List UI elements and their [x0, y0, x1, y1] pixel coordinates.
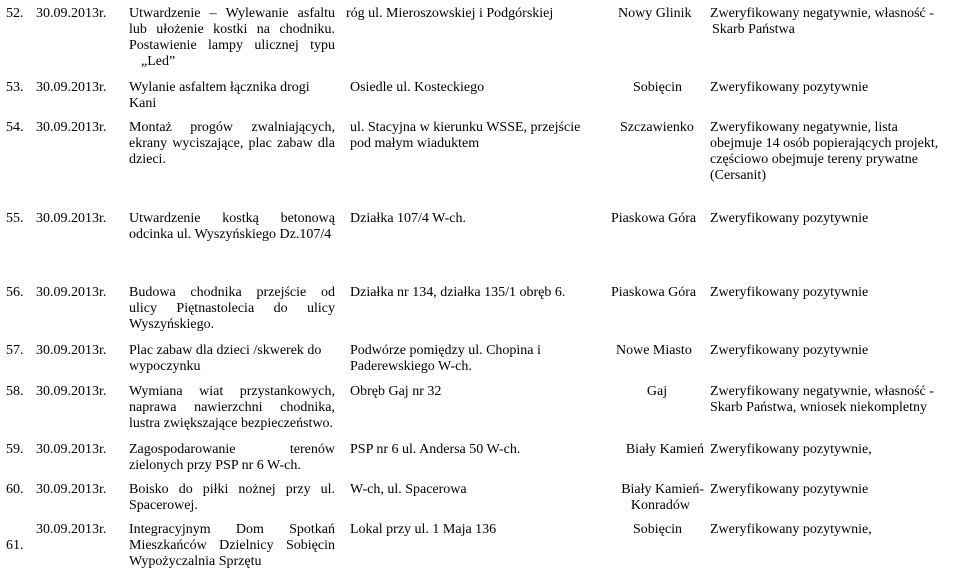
task-description-line: Montaż progów zwalniających,	[129, 120, 335, 135]
task-description-line: wypoczynku	[129, 359, 201, 374]
location-line: W-ch, ul. Spacerowa	[350, 482, 467, 497]
location-line: Osiedle ul. Kosteckiego	[350, 80, 485, 95]
task-description-line: lustra zwiększające bezpieczeństwo.	[129, 416, 334, 431]
verification-status-line: Zweryfikowany negatywnie, własność -	[710, 6, 934, 21]
district-name: Sobięcin	[633, 80, 682, 95]
verification-status-line: Zweryfikowany negatywnie, własność -	[710, 384, 934, 399]
location-line: Lokal przy ul. 1 Maja 136	[350, 522, 497, 537]
row-number: 58.	[6, 384, 24, 399]
task-description-line: Budowa chodnika przejście od	[129, 285, 335, 300]
row-date: 30.09.2013r.	[36, 80, 107, 95]
task-description-line: lub ułożenie kostki na chodniku.	[129, 22, 335, 37]
row-number: 59.	[6, 442, 24, 457]
row-date: 30.09.2013r.	[36, 343, 107, 358]
verification-status-line: obejmuje 14 osób popierających projekt,	[710, 136, 939, 151]
district-name: Nowe Miasto	[616, 343, 692, 358]
task-description-line: „Led”	[141, 54, 176, 69]
row-number: 53.	[6, 80, 24, 95]
location-line: Działka nr 134, działka 135/1 obręb 6.	[350, 285, 566, 300]
task-description-line: Spacerowej.	[129, 498, 198, 513]
district-name: Gaj	[646, 384, 668, 399]
task-description-line: Boisko do piłki nożnej przy ul.	[129, 482, 335, 497]
verification-status-line: częściowo obejmuje tereny prywatne	[710, 152, 918, 167]
district-name: Piaskowa Góra	[611, 285, 697, 300]
location-line: pod małym wiaduktem	[350, 136, 480, 151]
task-description-line: Integracyjnym Dom Spotkań	[129, 522, 335, 537]
task-description-line: Utwardzenie kostką betonową	[129, 211, 335, 226]
district-name: Konradów	[630, 498, 690, 513]
verification-status-line: Skarb Państwa	[712, 22, 795, 37]
task-description-line: Plac zabaw dla dzieci /skwerek do	[129, 343, 322, 358]
row-date: 30.09.2013r.	[36, 384, 107, 399]
verification-status-line: Zweryfikowany pozytywnie	[710, 343, 869, 358]
task-description-line: ekrany wyciszające, plac zabaw dla	[129, 136, 335, 151]
row-date: 30.09.2013r.	[36, 6, 107, 21]
district-name: Piaskowa Góra	[611, 211, 697, 226]
district-name: Szczawienko	[620, 120, 694, 135]
task-description-line: naprawa nawierzchni chodnika,	[129, 400, 335, 415]
district-name: Biały Kamień	[625, 442, 704, 457]
district-name: Sobięcin	[633, 522, 682, 537]
task-description-line: Postawienie lampy ulicznej typu	[129, 38, 335, 53]
task-description-line: ulicy Piętnastolecia do ulicy	[129, 301, 335, 316]
verification-status-line: Zweryfikowany pozytywnie,	[710, 442, 872, 457]
verification-status-line: Zweryfikowany negatywnie, lista	[710, 120, 898, 135]
verification-status-line: Zweryfikowany pozytywnie	[710, 482, 869, 497]
task-description-line: Kani	[129, 96, 157, 111]
location-line: Paderewskiego W-ch.	[350, 359, 472, 374]
row-date: 30.09.2013r.	[36, 522, 107, 537]
location-line: Obręb Gaj nr 32	[350, 384, 442, 399]
verification-status-line: Zweryfikowany pozytywnie	[710, 285, 869, 300]
task-description-line: Wyszyńskiego.	[129, 317, 215, 332]
task-description-line: Wypożyczalnia Sprzętu	[129, 554, 262, 569]
location-line: Podwórze pomiędzy ul. Chopina i	[350, 343, 541, 358]
verification-status-line: Skarb Państwa, wniosek niekompletny	[710, 400, 927, 415]
verification-status-line: Zweryfikowany pozytywnie	[710, 80, 869, 95]
row-date: 30.09.2013r.	[36, 120, 107, 135]
district-name: Nowy Glinik	[618, 6, 692, 21]
row-number: 57.	[6, 343, 24, 358]
verification-status-line: (Cersanit)	[710, 168, 766, 183]
task-description-line: Wylanie asfaltem łącznika drogi	[129, 80, 310, 95]
verification-status-line: Zweryfikowany pozytywnie	[710, 211, 869, 226]
row-number: 56.	[6, 285, 24, 300]
row-number: 54.	[6, 120, 24, 135]
row-number: 52.	[6, 6, 24, 21]
task-description-line: zielonych przy PSP nr 6 W-ch.	[129, 458, 301, 473]
task-description-line: odcinka ul. Wyszyńskiego Dz.107/4	[129, 227, 332, 242]
verification-status-line: Zweryfikowany pozytywnie,	[710, 522, 872, 537]
location-line: ul. Stacyjna w kierunku WSSE, przejście	[350, 120, 581, 135]
row-date: 30.09.2013r.	[36, 442, 107, 457]
row-number: 55.	[6, 211, 24, 226]
row-number: 61.	[6, 538, 24, 553]
location-line: Działka 107/4 W-ch.	[350, 211, 466, 226]
row-date: 30.09.2013r.	[36, 285, 107, 300]
task-description-line: Zagospodarowanie terenów	[129, 442, 335, 457]
location-line: PSP nr 6 ul. Andersa 50 W-ch.	[350, 442, 521, 457]
district-name: Biały Kamień-	[621, 482, 704, 497]
task-description-line: dzieci.	[129, 152, 166, 167]
task-description-line: Mieszkańców Dzielnicy Sobięcin	[129, 538, 335, 553]
location-line: róg ul. Mieroszowskiej i Podgórskiej	[346, 6, 554, 21]
row-date: 30.09.2013r.	[36, 211, 107, 226]
task-description-line: Wymiana wiat przystankowych,	[129, 384, 335, 399]
row-number: 60.	[6, 482, 24, 497]
row-date: 30.09.2013r.	[36, 482, 107, 497]
task-description-line: Utwardzenie – Wylewanie asfaltu	[129, 6, 335, 21]
